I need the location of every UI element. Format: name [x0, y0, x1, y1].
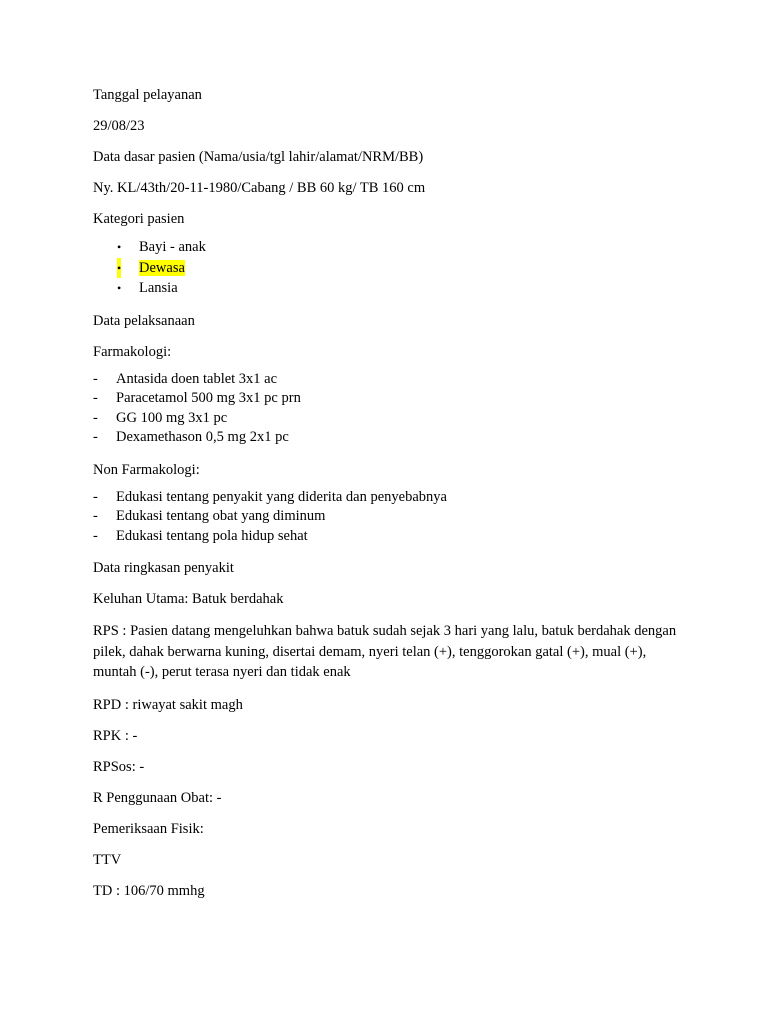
dash-icon: -	[93, 488, 98, 505]
ttv-label: TTV	[93, 851, 122, 868]
patient-category-label-text: Bayi - anak	[139, 239, 206, 255]
non-pharmacology-item-text: Edukasi tentang obat yang diminum	[116, 508, 326, 524]
patient-category-label-text-highlighted: Dewasa	[139, 259, 185, 276]
physical-exam-label: Pemeriksaan Fisik:	[93, 820, 204, 837]
pharmacology-item-text: Antasida doen tablet 3x1 ac	[116, 370, 278, 387]
pharmacology-list	[93, 370, 683, 448]
chief-complaint: Keluhan Utama: Batuk berdahak	[93, 591, 284, 607]
patient-category-item	[93, 278, 683, 299]
patient-data: Ny. KL/43th/20-11-1980/Cabang / BB 60 kg/ TB 160 cm	[93, 180, 426, 196]
patient-category-item-selected	[93, 258, 683, 279]
non-pharmacology-item-text: Edukasi tentang pola hidup sehat	[116, 527, 308, 544]
rpk-line: RPK : -	[93, 727, 138, 744]
service-date-label: Tanggal pelayanan	[93, 87, 202, 103]
pharmacology-label: Farmakologi:	[93, 343, 172, 360]
pharmacology-item-text: Dexamethason 0,5 mg 2x1 pc	[116, 429, 289, 445]
blood-pressure-line: TD : 106/70 mmhg	[93, 882, 205, 899]
service-date: 29/08/23	[93, 118, 145, 134]
non-pharmacology-item	[93, 488, 683, 508]
pharmacology-item-text: Paracetamol 500 mg 3x1 pc prn	[116, 390, 301, 406]
rpsos-line: RPSos: -	[93, 758, 145, 775]
patient-category-item	[93, 237, 683, 258]
dash-icon: -	[93, 527, 98, 544]
bullet-icon: •	[117, 240, 122, 254]
implementation-label: Data pelaksanaan	[93, 312, 195, 329]
non-pharmacology-item-text: Edukasi tentang penyakit yang diderita dan penyebabnya	[116, 488, 447, 505]
patient-category-label: Kategori pasien	[93, 211, 185, 227]
bullet-icon: •	[117, 281, 122, 295]
non-pharmacology-item	[93, 527, 683, 547]
rpd-line: RPD : riwayat sakit magh	[93, 696, 243, 713]
pharmacology-item-text: GG 100 mg 3x1 pc	[116, 409, 228, 426]
patient-category-list	[93, 237, 683, 299]
non-pharmacology-item	[93, 507, 683, 527]
non-pharmacology-list	[93, 488, 683, 547]
pharmacology-item	[93, 409, 683, 429]
document-body	[93, 86, 683, 913]
patient-category-label-text: Lansia	[139, 280, 178, 296]
dash-icon: -	[93, 390, 98, 406]
medication-history-line: R Penggunaan Obat: -	[93, 789, 222, 806]
patient-data-label: Data dasar pasien (Nama/usia/tgl lahir/alamat/NRM/BB)	[93, 149, 424, 165]
pharmacology-item	[93, 370, 683, 390]
pharmacology-item	[93, 428, 683, 448]
dash-icon: -	[93, 370, 98, 387]
dash-icon: -	[93, 429, 98, 445]
illness-summary-label: Data ringkasan penyakit	[93, 560, 234, 576]
bullet-icon: •	[117, 258, 121, 279]
pharmacology-item	[93, 389, 683, 409]
rps-paragraph: RPS : Pasien datang mengeluhkan bahwa batuk sudah sejak 3 hari yang lalu, batuk berdahak dengan pilek, dahak berwarna kuning, disertai demam, nyeri telan (+), tenggorokan gatal (+), mual (+), muntah (-), perut terasa nyeri dan tidak enak	[93, 623, 677, 680]
dash-icon: -	[93, 508, 98, 524]
dash-icon: -	[93, 409, 98, 426]
non-pharmacology-label: Non Farmakologi:	[93, 461, 200, 478]
